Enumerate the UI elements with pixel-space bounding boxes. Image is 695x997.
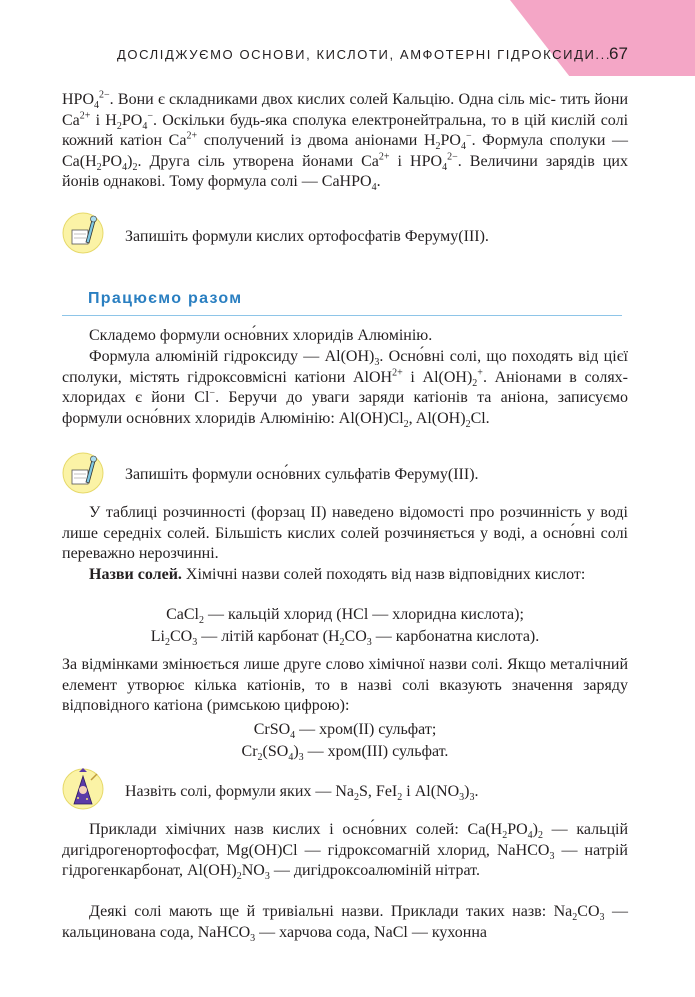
salt-names-paragraph: Назви солей. Хімічні назви солей походять від назв відповідних кислот: — [89, 566, 586, 583]
examples-paragraph: Приклади хімічних назв кислих і осно́вних солей: $Ca(H_2PO_4)_2$ — кальцій дигідрогенортофосфат, Mg(OH)Cl — гідроксомагній хлорид, NaHCO$_3$ — натрій гідрогенкарбонат, $Al(OH)_2NO_3$ — дигідроксоалюміній нітрат. — [62, 821, 629, 883]
work-paragraph-2: Формула алюміній гідроксиду — $Al(OH)_3$. Осно́вні солі, що походять від цієї сполуки, містять гідроксовмісні катіони AlOH$^{2+}$ і $Al(OH)_2^+$. Аніонами в солях-хлоридах є йони Cl−. Беручи до уваги заряди катіонів та аніона, записуємо формули осно́вних хлоридів Алюмінію: $Al(OH)Cl_2$, $Al(OH)_2Cl$. — [62, 348, 629, 430]
declension-paragraph: За відмінками змінюється лише друге слово хімічної назви солі. Якщо металічний елемент утворює кілька катіонів, то в назві солі вказують значення заряду відповідного катіона (римською цифрою): — [62, 656, 628, 715]
example-cacl2: CaCl$_2$ — кальцій хлорид (HCl — хлоридна кислота); — [166, 606, 524, 627]
wizard-icon — [62, 768, 104, 810]
task-acid-phosphates: Запишіть формули кислих ортофосфатів Феруму(III). — [125, 228, 489, 245]
section-divider — [62, 315, 622, 316]
section-title: Працюємо разом — [88, 290, 243, 307]
example-li2co3: $Li_2CO_3$ — літій карбонат ($H_2CO_3$ — карбонатна кислота). — [150, 628, 540, 649]
intro-paragraph: $HPO_4^{2-}$. Вони є складниками двох кислих солей Кальцію. Одна сіль міс- тить йони $Ca^{2+}$ і $H_2PO_4^-$. Оскільки будь-яка сполука електронейтральна, то в цій кислій солі кожний катіон $Ca^{2+}$ сполучений із двома аніонами $H_2PO_4^-$. Формула сполуки — $Ca(H_2PO_4)_2$. Друга сіль утворена йонами $Ca^{2+}$ і $HPO_4^{2-}$. Величини зарядів цих йонів однакові. Тому формула солі — CaHPO$_4$. — [62, 89, 629, 194]
pencil-icon — [62, 212, 104, 254]
work-paragraph-1: Складемо формули осно́вних хлоридів Алюмінію. — [89, 327, 433, 344]
task-name-salts: Назвіть солі, формули яких — $Na_2S$, FeI$_2$ і $Al(NO_3)_3$. — [125, 783, 479, 804]
task-basic-sulfates: Запишіть формули осно́вних сульфатів Феруму(III). — [125, 466, 479, 483]
example-cr2so43: $Cr_2(SO_4)_3$ — хром(III) сульфат. — [241, 743, 449, 764]
trivial-names-paragraph: Деякі солі мають ще й тривіальні назви. Приклади таких назв: $Na_2CO_3$ — кальцинована сода, NaHCO$_3$ — харчова сода, NaCl — кухонна — [62, 903, 629, 944]
page-corner-tab — [510, 0, 695, 76]
running-title: ДОСЛІДЖУЄМО ОСНОВИ, КИСЛОТИ, АМФОТЕРНІ ГІДРОКСИДИ... — [117, 47, 612, 62]
example-crso4: CrSO$_4$ — хром(II) сульфат; — [253, 721, 437, 742]
page-number: 67 — [609, 44, 628, 63]
pencil-icon — [62, 452, 104, 494]
solubility-paragraph: У таблиці розчинності (форзац ІІ) наведено відомості про розчинність у воді лише середніх солей. Більшість кислих солей розчиняється у воді, а осно́вні солі переважно нерозчинні. — [62, 504, 628, 563]
